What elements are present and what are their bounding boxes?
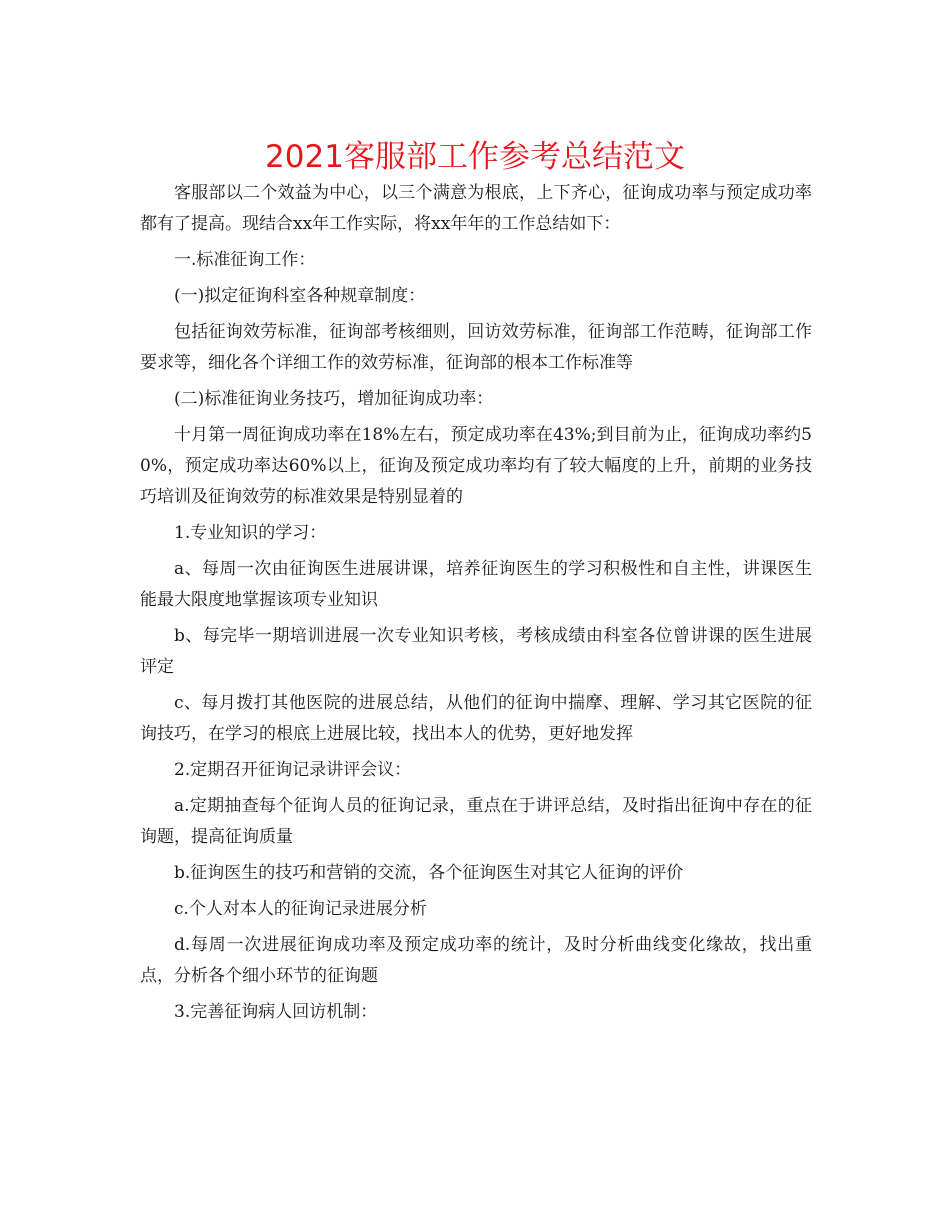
- document-body: [140, 178, 812, 1033]
- paragraph: 客服部以二个效益为中心，以三个满意为根底，上下齐心，征询成功率与预定成功率都有了提高。现结合xx年工作实际，将xx年年的工作总结如下：: [140, 183, 812, 234]
- list-item: c.个人对本人的征询记录进展分析: [174, 899, 427, 919]
- section-heading: 一.标准征询工作：: [174, 250, 316, 270]
- list-item: b.征询医生的技巧和营销的交流，各个征询医生对其它人征询的评价: [174, 863, 684, 883]
- list-item: b、每完毕一期培训进展一次专业知识考核，考核成绩由科室各位曾讲课的医生进展评定: [140, 626, 812, 677]
- document-title: 2021客服部工作参考总结范文: [265, 139, 685, 175]
- list-item: c、每月拨打其他医院的进展总结，从他们的征询中揣摩、理解、学习其它医院的征询技巧，在学习的根底上进展比较，找出本人的优势，更好地发挥: [140, 693, 812, 744]
- list-heading: 2.定期召开征询记录讲评会议：: [174, 760, 412, 780]
- subsection-heading: (二)标准征询业务技巧，增加征询成功率：: [174, 389, 494, 409]
- subsection-heading: (一)拟定征询科室各种规章制度：: [174, 286, 426, 306]
- list-item: d.每周一次进展征询成功率及预定成功率的统计，及时分析曲线变化缘故，找出重点，分析各个细小环节的征询题: [140, 935, 812, 986]
- paragraph: 包括征询效劳标准，征询部考核细则，回访效劳标准，征询部工作范畴，征询部工作要求等，细化各个详细工作的效劳标准，征询部的根本工作标准等: [140, 322, 812, 373]
- list-heading: 1.专业知识的学习：: [174, 523, 327, 543]
- list-item: a、每周一次由征询医生进展讲课，培养征询医生的学习积极性和自主性，讲课医生能最大限度地掌握该项专业知识: [140, 559, 812, 610]
- paragraph: 十月第一周征询成功率在18%左右，预定成功率在43%;到目前为止，征询成功率约50%，预定成功率达60%以上，征询及预定成功率均有了较大幅度的上升，前期的业务技巧培训及征询效劳的标准效果是特别显着的: [140, 425, 812, 507]
- list-item: a.定期抽查每个征询人员的征询记录，重点在于讲评总结，及时指出征询中存在的征询题，提高征询质量: [140, 796, 812, 847]
- list-heading: 3.完善征询病人回访机制：: [174, 1002, 378, 1022]
